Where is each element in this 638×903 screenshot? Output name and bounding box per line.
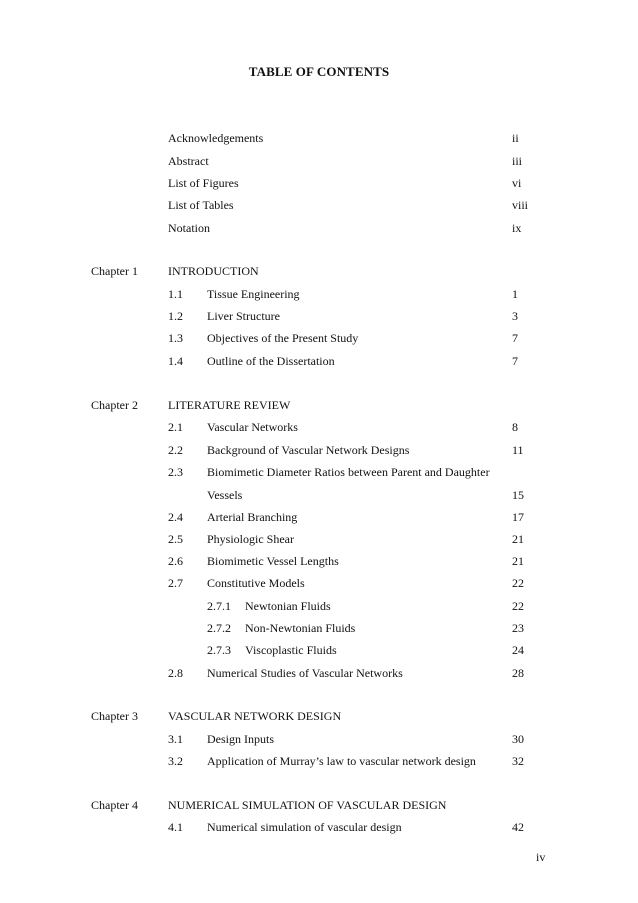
section-title: Outline of the Dissertation [207,354,335,368]
toc-section-3-1 [0,731,638,747]
section-number: 1.4 [168,354,183,368]
section-page: 22 [512,576,524,590]
section-title: Liver Structure [207,309,280,323]
section-number: 2.5 [168,532,183,546]
section-title: Constitutive Models [207,576,305,590]
section-page: 30 [512,732,524,746]
entry-label: Acknowledgements [168,131,264,145]
section-page: 7 [512,331,518,345]
section-title: Vascular Networks [207,420,298,434]
section-number: 2.7 [168,576,183,590]
toc-section-2-6 [0,553,638,569]
chapter-title: VASCULAR NETWORK DESIGN [168,709,342,723]
toc-section-1-3 [0,330,638,346]
section-title: Application of Murray’s law to vascular network design [207,754,476,768]
chapter-label: Chapter 4 [91,798,138,812]
subsection-title: Non-Newtonian Fluids [245,621,356,635]
toc-section-2-7 [0,575,638,591]
section-number: 2.4 [168,510,183,524]
chapter-title: INTRODUCTION [168,264,259,278]
entry-page: ix [512,221,522,235]
chapter-label: Chapter 1 [91,264,138,278]
subsection-title: Viscoplastic Fluids [245,643,337,657]
subsection-number: 2.7.2 [207,621,231,635]
section-title-continuation: Vessels [207,488,243,502]
toc-entry-abstract [0,153,638,169]
chapter-title: LITERATURE REVIEW [168,398,291,412]
section-title: Arterial Branching [207,510,298,524]
entry-label: List of Figures [168,176,239,190]
chapter-1-heading-row [0,263,638,279]
entry-page: vi [512,176,522,190]
subsection-number: 2.7.1 [207,599,231,613]
section-page: 21 [512,554,524,568]
toc-section-1-4 [0,353,638,369]
section-page: 21 [512,532,524,546]
section-title: Tissue Engineering [207,287,300,301]
section-number: 4.1 [168,820,183,834]
toc-entry-acknowledgements [0,130,638,146]
entry-page: viii [512,198,529,212]
toc-section-2-5 [0,531,638,547]
entry-label: Notation [168,221,210,235]
toc-section-1-1 [0,286,638,302]
section-title: Design Inputs [207,732,274,746]
chapter-label: Chapter 3 [91,709,138,723]
section-number: 2.1 [168,420,183,434]
section-number: 1.2 [168,309,183,323]
subsection-page: 23 [512,621,524,635]
entry-label: List of Tables [168,198,234,212]
toc-section-1-2 [0,308,638,324]
toc-subsection-2-7-2 [0,620,638,636]
page-title: TABLE OF CONTENTS [248,64,390,79]
toc-section-2-4 [0,509,638,525]
section-page: 32 [512,754,524,768]
section-title: Biomimetic Vessel Lengths [207,554,339,568]
section-title: Numerical simulation of vascular design [207,820,402,834]
section-title: Numerical Studies of Vascular Networks [207,666,403,680]
entry-page: ii [512,131,519,145]
section-page: 11 [512,443,524,457]
entry-label: Abstract [168,154,209,168]
section-title: Background of Vascular Network Designs [207,443,410,457]
section-number: 3.2 [168,754,183,768]
section-page: 1 [512,287,518,301]
chapter-label: Chapter 2 [91,398,138,412]
chapter-4-heading-row [0,797,638,813]
section-number: 2.6 [168,554,183,568]
chapter-title: NUMERICAL SIMULATION OF VASCULAR DESIGN [168,798,447,812]
section-page: 8 [512,420,518,434]
toc-section-2-8 [0,665,638,681]
section-page: 7 [512,354,518,368]
toc-section-2-3 [0,464,638,480]
toc-entry-notation [0,220,638,236]
subsection-title: Newtonian Fluids [245,599,331,613]
section-number: 2.3 [168,465,183,479]
entry-page: iii [512,154,523,168]
chapter-2-heading-row [0,397,638,413]
section-page: 28 [512,666,524,680]
section-number: 1.3 [168,331,183,345]
section-page: 15 [512,488,524,502]
toc-subsection-2-7-1 [0,598,638,614]
section-number: 2.8 [168,666,183,680]
section-title: Physiologic Shear [207,532,294,546]
section-page: 3 [512,309,518,323]
toc-section-3-2 [0,753,638,769]
section-number: 2.2 [168,443,183,457]
subsection-page: 22 [512,599,524,613]
toc-entry-list-of-figures [0,175,638,191]
toc-section-2-3-continuation [0,487,638,503]
page-number: iv [536,850,546,864]
toc-entry-list-of-tables [0,197,638,213]
toc-subsection-2-7-3 [0,642,638,658]
section-title: Biomimetic Diameter Ratios between Parent and Daughter [207,465,490,479]
section-number: 1.1 [168,287,183,301]
chapter-3-heading-row [0,708,638,724]
subsection-number: 2.7.3 [207,643,231,657]
toc-section-2-1 [0,419,638,435]
toc-section-2-2 [0,442,638,458]
section-number: 3.1 [168,732,183,746]
toc-section-4-1 [0,819,638,835]
subsection-page: 24 [512,643,524,657]
section-title: Objectives of the Present Study [207,331,359,345]
section-page: 42 [512,820,524,834]
section-page: 17 [512,510,524,524]
